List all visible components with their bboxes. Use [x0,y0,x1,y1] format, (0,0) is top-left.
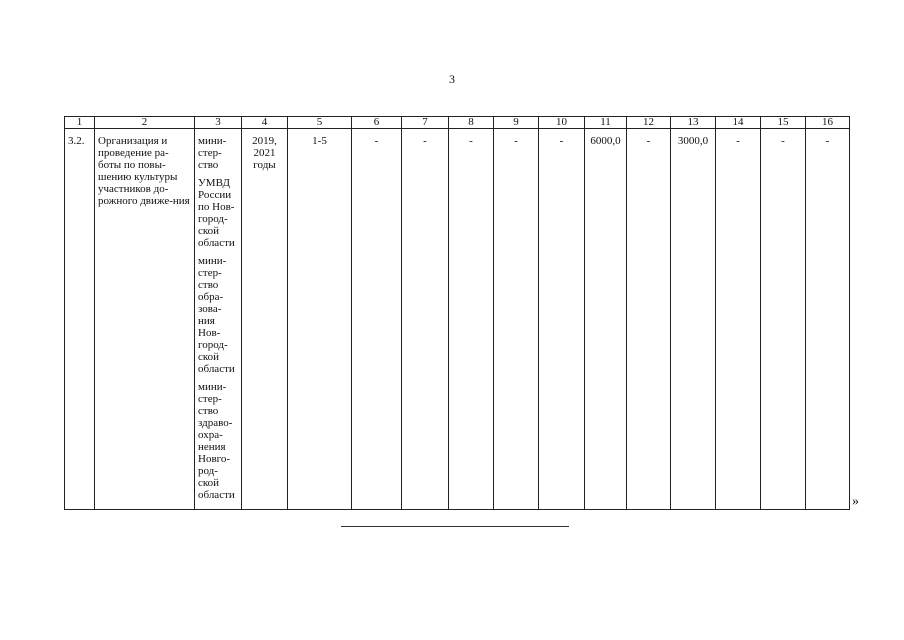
header-cell: 9 [494,117,539,129]
header-cell: 8 [449,117,494,129]
header-cell: 7 [402,117,449,129]
page-number: 3 [449,72,455,86]
header-cell: 2 [95,117,195,129]
goals-cell: 1-5 [288,129,352,510]
header-cell: 3 [195,117,242,129]
header-cell: 10 [539,117,585,129]
divider-line [341,526,569,527]
cell-11: 6000,0 [585,129,627,510]
executor: мини-стер-ство [198,135,227,171]
executor: мини-стер-ство здраво-охра-нения Новго-род-ской области [198,381,235,501]
header-cell: 6 [352,117,402,129]
cell-15: - [761,129,806,510]
header-cell: 15 [761,117,806,129]
data-table [64,116,850,510]
header-cell: 1 [65,117,95,129]
header-cell: 16 [806,117,850,129]
header-row [65,117,850,129]
closing-quote: » [852,494,859,509]
table-row [65,129,850,510]
cell-12: - [627,129,671,510]
cell-8: - [449,129,494,510]
header-cell: 13 [671,117,716,129]
executors-cell [195,129,242,510]
years-cell: 2019, 2021 годы [242,129,288,510]
cell-10: - [539,129,585,510]
activity-name: Организация и проведение ра-боты по повы-шению культуры участников до-рожного движе-ния [95,129,195,510]
cell-16: - [806,129,850,510]
header-cell: 14 [716,117,761,129]
executor: УМВД России по Нов-город-ской области [198,177,235,249]
row-number: 3.2. [65,129,95,510]
header-cell: 5 [288,117,352,129]
cell-13: 3000,0 [671,129,716,510]
executor: мини-стер-ство обра-зова-ния Нов-город-ской области [198,255,235,375]
cell-6: - [352,129,402,510]
header-cell: 11 [585,117,627,129]
header-cell: 12 [627,117,671,129]
cell-7: - [402,129,449,510]
cell-9: - [494,129,539,510]
header-cell: 4 [242,117,288,129]
cell-14: - [716,129,761,510]
